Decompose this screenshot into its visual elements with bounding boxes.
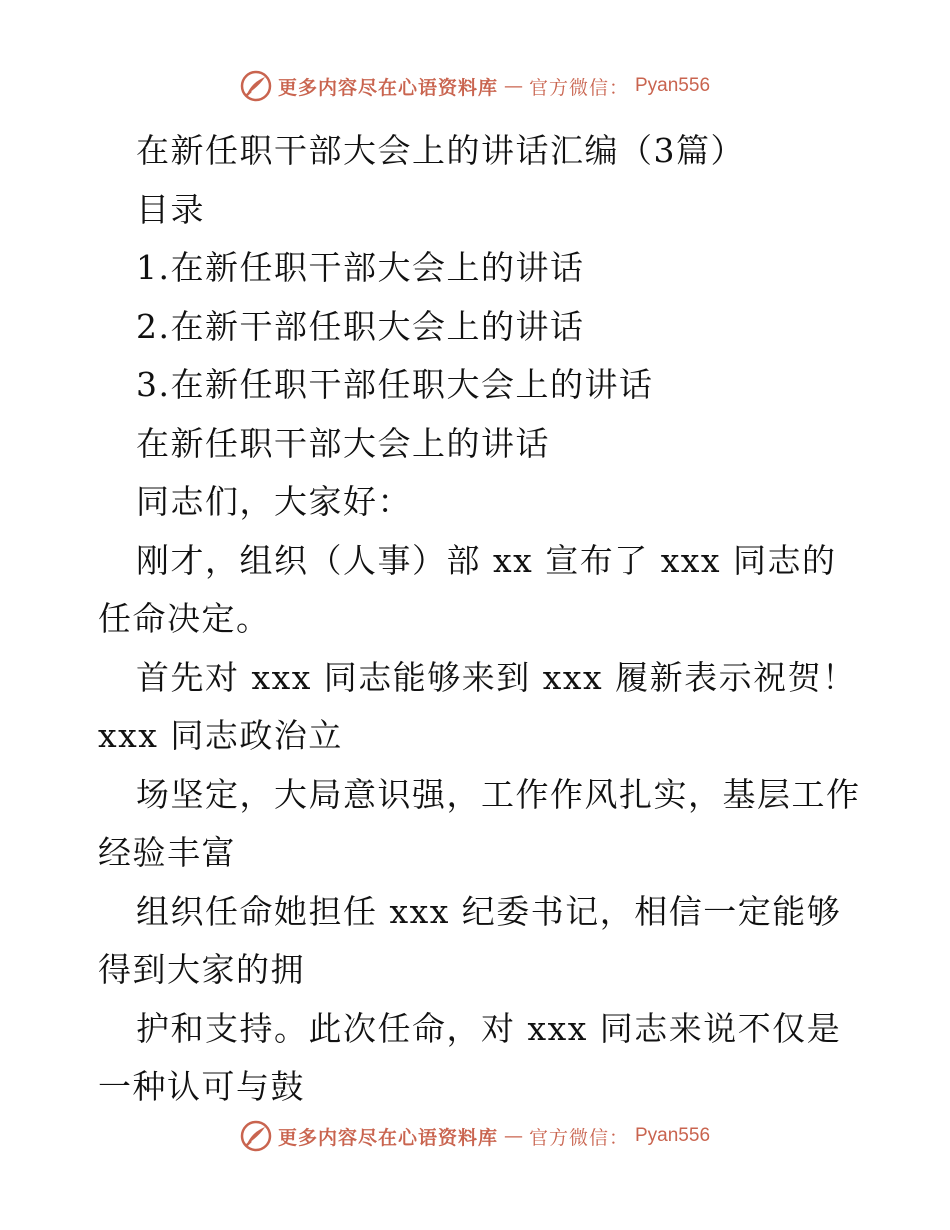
watermark-separator: — [503, 75, 523, 97]
watermark-contact-id: Pyan556 [635, 1125, 711, 1146]
watermark-brand: 更多内容尽在心语资料库 [277, 1126, 498, 1149]
greeting: 同志们，大家好： [136, 482, 412, 521]
paragraph-line: 场坚定，大局意识强，工作作风扎实，基层工作 [136, 774, 861, 814]
watermark-separator: — [503, 1125, 523, 1147]
footer-watermark [0, 1120, 950, 1152]
header-watermark [0, 70, 950, 102]
paragraph-line: 得到大家的拥 [98, 950, 305, 989]
toc-item: 1.在新任职干部大会上的讲话 [136, 248, 585, 287]
watermark-contact-label: 官方微信： [528, 76, 629, 99]
paragraph-line: 经验丰富 [98, 833, 236, 872]
pen-logo-icon [240, 1120, 272, 1152]
toc-heading: 目录 [136, 189, 205, 229]
watermark-contact-label: 官方微信： [528, 1126, 629, 1149]
toc-item: 2.在新干部任职大会上的讲话 [136, 306, 585, 346]
paragraph-line: 一种认可与鼓 [98, 1067, 305, 1106]
paragraph-line: 刚才，组织（人事）部 xx 宣布了 xxx 同志的 [136, 540, 837, 580]
document-title: 在新任职干部大会上的讲话汇编（3篇） [136, 131, 745, 170]
paragraph-line: 首先对 xxx 同志能够来到 xxx 履新表示祝贺！ [136, 657, 857, 697]
watermark-contact-id: Pyan556 [635, 75, 711, 96]
pen-logo-icon [240, 70, 272, 102]
toc-item: 3.在新任职干部任职大会上的讲话 [136, 365, 654, 404]
document-body [98, 122, 861, 1117]
paragraph-line: 护和支持。此次任命，对 xxx 同志来说不仅是 [136, 1008, 842, 1048]
paragraph-line: 任命决定。 [98, 599, 271, 638]
paragraph-line: xxx 同志政治立 [98, 716, 343, 755]
section-title: 在新任职干部大会上的讲话 [136, 423, 550, 463]
paragraph-line: 组织任命她担任 xxx 纪委书记，相信一定能够 [136, 891, 842, 931]
watermark-brand: 更多内容尽在心语资料库 [277, 76, 498, 99]
